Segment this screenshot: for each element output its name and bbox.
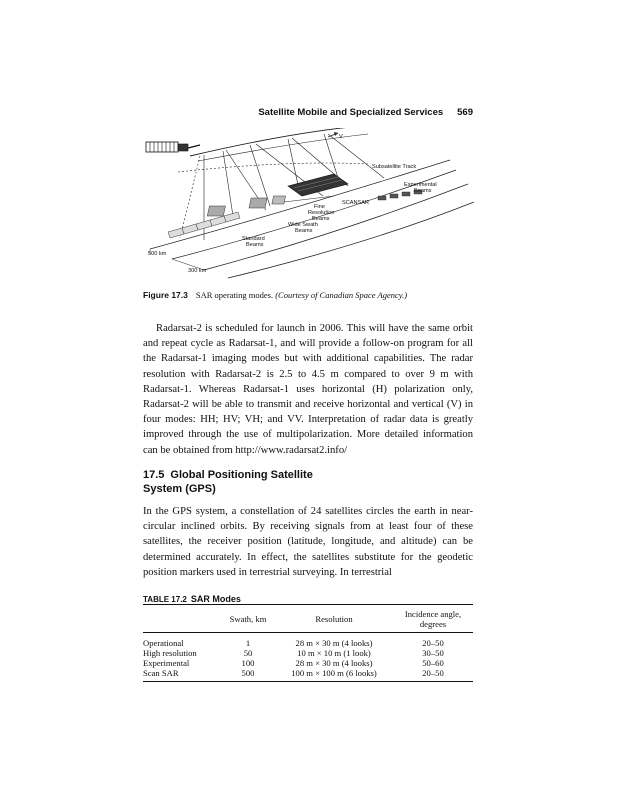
label-standard-1: Standard (242, 236, 265, 242)
label-experimental-beams-2: Beams (414, 188, 432, 194)
col-header-swath: Swath, km (221, 605, 275, 633)
cell-resolution: 28 m × 30 m (4 looks) (295, 658, 373, 668)
ground-arc-1 (150, 160, 450, 249)
cell-resolution: 100 m × 100 m (6 looks) (275, 668, 393, 682)
swath-arrow (284, 196, 334, 202)
table-header-row (143, 605, 473, 633)
table-row (143, 633, 473, 649)
label-wide-swath-2: Beams (295, 228, 313, 234)
label-standard-2: Beams (246, 242, 264, 248)
figure-caption (143, 290, 473, 300)
ground-arc-4 (228, 202, 474, 278)
label-subsatellite-track: Subsatellite Track (372, 164, 417, 170)
figure-caption-courtesy: (Courtesy of Canadian Space Agency.) (275, 290, 408, 300)
cell-mode: Experimental (143, 658, 190, 668)
table-label: TABLE 17.2 (143, 595, 187, 604)
beam-footprint-c (272, 196, 286, 204)
running-head (143, 107, 473, 118)
label-500km: 500 km (148, 251, 167, 257)
cell-incidence: 20–50 (422, 638, 444, 648)
beam-footprint-b (249, 198, 267, 208)
cell-swath: 100 (241, 658, 255, 668)
col-header-mode (143, 605, 221, 633)
paragraph-radarsat2: Radarsat-2 is scheduled for launch in 2006. This will have the same orbit and repeat cycle as Radarsat-1, and will provide a follow-on program for all the Radarsat-1 imaging modes but with additional capabilities. The radar resolution with Radarsat-2 is 2.5 to 4.5 m compared to over 9 m with Radarsat-1. Whereas Radarsat-1 uses horizontal (H) polarization only, Radarsat-2 will be able to transmit and receive horizontal and vertical (V) in four modes: HH; HV; VH; and VV. Interpretation of radar data is greatly improved through the use of multipolarization. More detailed information can be obtained from http://www.radarsat2.info/ (143, 323, 473, 456)
label-wide-swath-1: Wide Swath (288, 222, 318, 228)
paragraph-gps: In the GPS system, a constellation of 24 satellites circles the earth in near-circular inclined orbits. By receiving signals from at least four of these satellites, the receiver position (latitude, longitude, and altitude) can be determined accurately. In effect, the satellites substitute for the geodetic position markers used in terrestrial surveying. In terrestrial (143, 506, 473, 578)
ground-arc-3 (204, 184, 468, 270)
cell-swath: 50 (243, 648, 253, 658)
cell-mode: Scan SAR (143, 668, 221, 682)
sar-modes-table (143, 604, 473, 682)
beam-footprint-a (207, 206, 225, 216)
subsatellite-track-line (178, 163, 368, 172)
label-fine-1: Fine (314, 204, 325, 210)
page-number: 569 (457, 107, 473, 118)
cell-incidence: 50–60 (422, 658, 444, 668)
label-fine-2: Resolution (308, 210, 335, 216)
col-header-resolution: Resolution (275, 605, 393, 633)
section-heading (143, 468, 473, 496)
cell-mode: Operational (143, 638, 184, 648)
cell-resolution: 28 m × 30 m (4 looks) (295, 638, 373, 648)
col-header-incidence: Incidence angle, degrees (393, 605, 473, 633)
cell-swath: 500 (221, 668, 275, 682)
figure-caption-text: SAR operating modes. (195, 290, 274, 300)
figure-caption-label: Figure 17.3 (143, 290, 188, 300)
table-row (143, 658, 473, 668)
table-row (143, 668, 473, 682)
table-title (143, 594, 241, 604)
cell-incidence: 20–50 (393, 668, 473, 682)
satellite-icon (146, 142, 200, 152)
scansar-swath (288, 174, 348, 196)
cell-incidence: 30–50 (422, 648, 444, 658)
label-300km: 300 km (188, 268, 207, 274)
running-head-title: Satellite Mobile and Specialized Services (258, 107, 444, 118)
label-velocity: V (339, 134, 343, 140)
label-experimental-beams-1: Experimental (404, 182, 437, 188)
cell-resolution: 10 m × 10 m (1 look) (297, 648, 371, 658)
table-row (143, 648, 473, 658)
velocity-arrow-head (334, 132, 338, 136)
label-scansar: SCANSAR (342, 200, 370, 206)
label-fine-3: Beams (312, 216, 330, 222)
sar-modes-diagram (138, 128, 478, 286)
section-title-line2: System (GPS) (143, 483, 216, 495)
sar-modes-figure (138, 128, 478, 286)
cell-swath: 1 (245, 638, 251, 648)
cell-mode: High resolution (143, 648, 197, 658)
section-title-line1: Global Positioning Satellite (170, 469, 313, 481)
table-name: SAR Modes (190, 594, 241, 604)
section-number: 17.5 (143, 469, 165, 481)
